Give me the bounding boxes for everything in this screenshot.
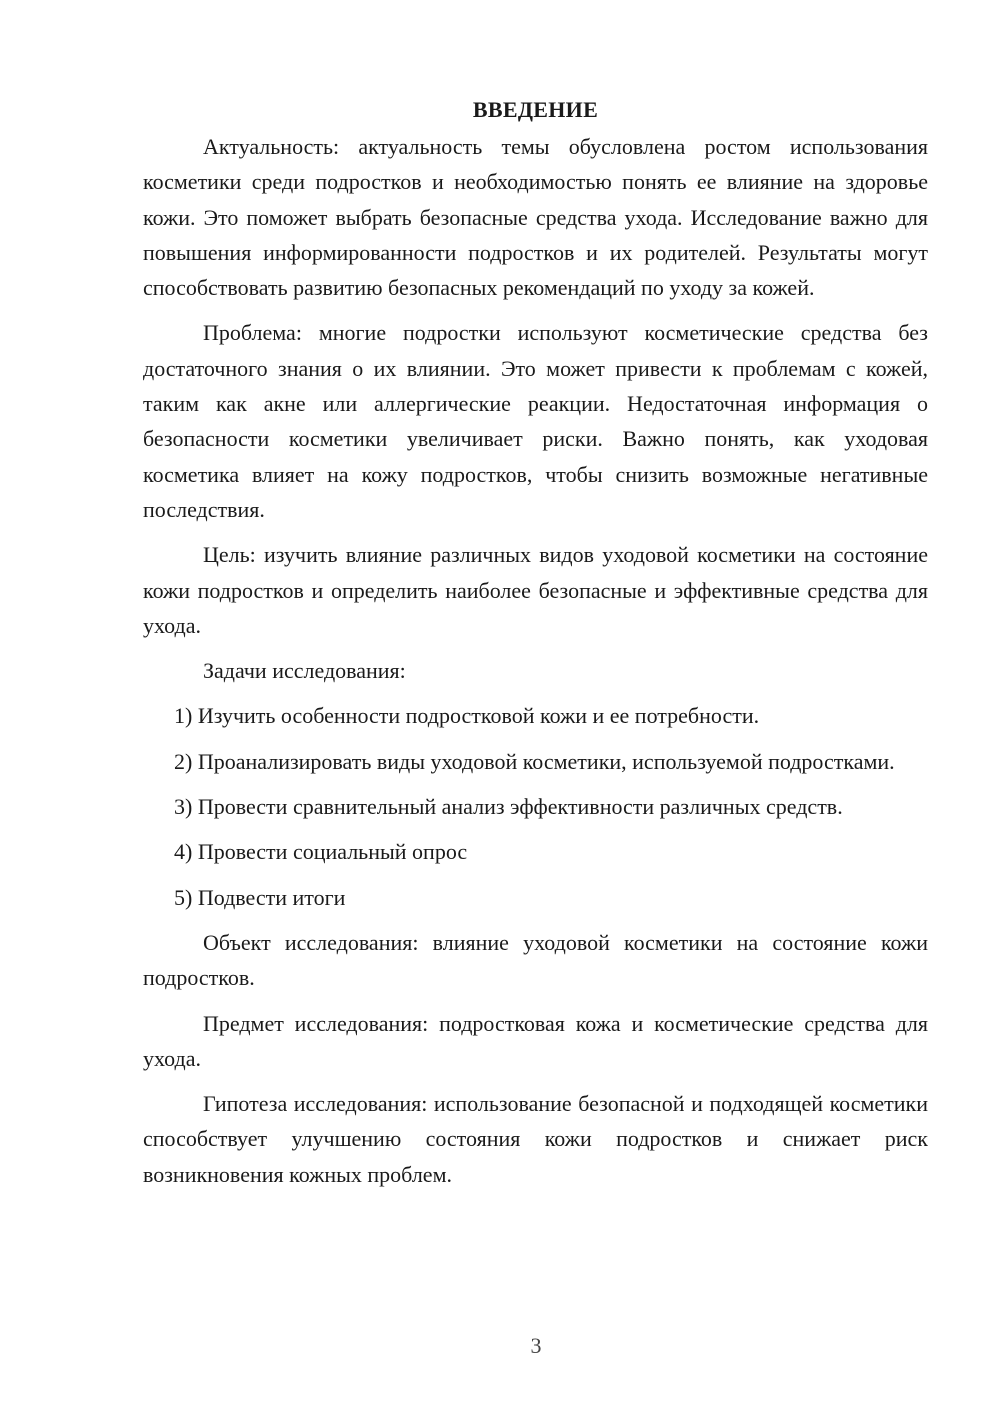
task-item-3: 3) Провести сравнительный анализ эффективности различных средств. (174, 794, 843, 820)
task-item-2: 2) Проанализировать виды уходовой косметики, используемой подростками. (174, 748, 895, 774)
paragraph-hypothesis: Гипотеза исследования: использование безопасной и подходящей косметики способствует улучшению состояния кожи подростков и снижает риск возникновения кожных проблем. (143, 1091, 928, 1187)
paragraph-problem: Проблема: многие подростки используют косметические средства без достаточного знания о их влиянии. Это может привести к проблемам с кожей, таким как акне или аллергические реакции. Недостаточная информация о безопасности косметики увеличивает риски. Важно понять, как уходовая косметика влияет на кожу подростков, чтобы снизить возможные негативные последствия. (143, 320, 928, 522)
paragraph-goal: Цель: изучить влияние различных видов уходовой косметики на состояние кожи подростков и определить наиболее безопасные и эффективные средства для ухода. (143, 542, 928, 638)
task-item-4: 4) Провести социальный опрос (174, 839, 468, 865)
task-item-1: 1) Изучить особенности подростковой кожи и ее потребности. (174, 703, 760, 729)
paragraph-object: Объект исследования: влияние уходовой косметики на состояние кожи подростков. (143, 929, 928, 991)
document-page (143, 92, 928, 1202)
task-item-5: 5) Подвести итоги (174, 884, 346, 910)
tasks-heading: Задачи исследования: (203, 658, 406, 684)
page-number: 3 (530, 1333, 542, 1358)
paragraph-subject: Предмет исследования: подростковая кожа и косметические средства для ухода. (143, 1010, 928, 1071)
page-title: ВВЕДЕНИЕ (472, 97, 599, 122)
paragraph-relevance: Актуальность: актуальность темы обусловлена ростом использования косметики среди подростков и необходимостью понять ее влияние на здоровье кожи. Это поможет выбрать безопасные средства ухода. Исследование важно для повышения информированности подростков и их родителей. Результаты могут способствовать развитию безопасных рекомендаций по уходу за кожей. (143, 134, 928, 301)
